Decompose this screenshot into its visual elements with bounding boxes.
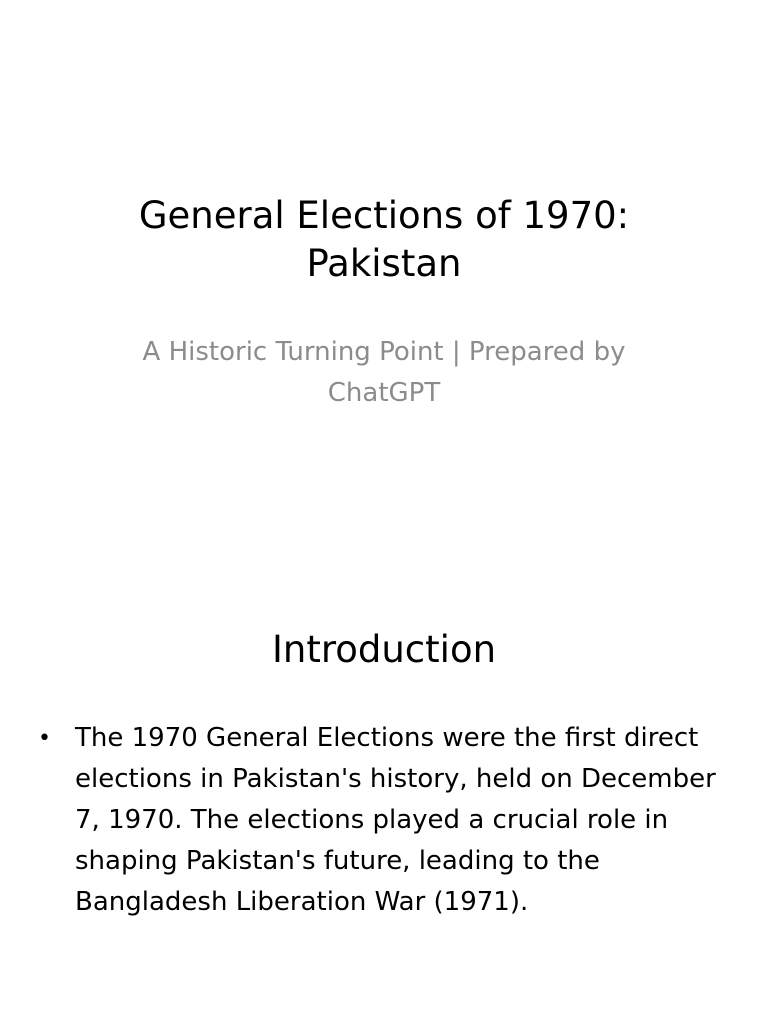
- bullet-text: The 1970 General Elections were the first direct elections in Pakistan's history, held on December 7, 1970. The elections played a crucial role in shaping Pakistan's future, leading to the Bangladesh Liberation War (1971).: [75, 723, 716, 917]
- slide-heading: Introduction: [271, 628, 497, 671]
- bullet-list: [38, 718, 718, 923]
- bullet-item: [38, 718, 718, 923]
- bullet-marker-icon: •: [38, 726, 51, 751]
- introduction-slide: [0, 576, 768, 1024]
- presentation-subtitle: A Historic Turning Point | Prepared by ChatGPT: [142, 337, 626, 408]
- presentation-title: General Elections of 1970: Pakistan: [138, 194, 630, 285]
